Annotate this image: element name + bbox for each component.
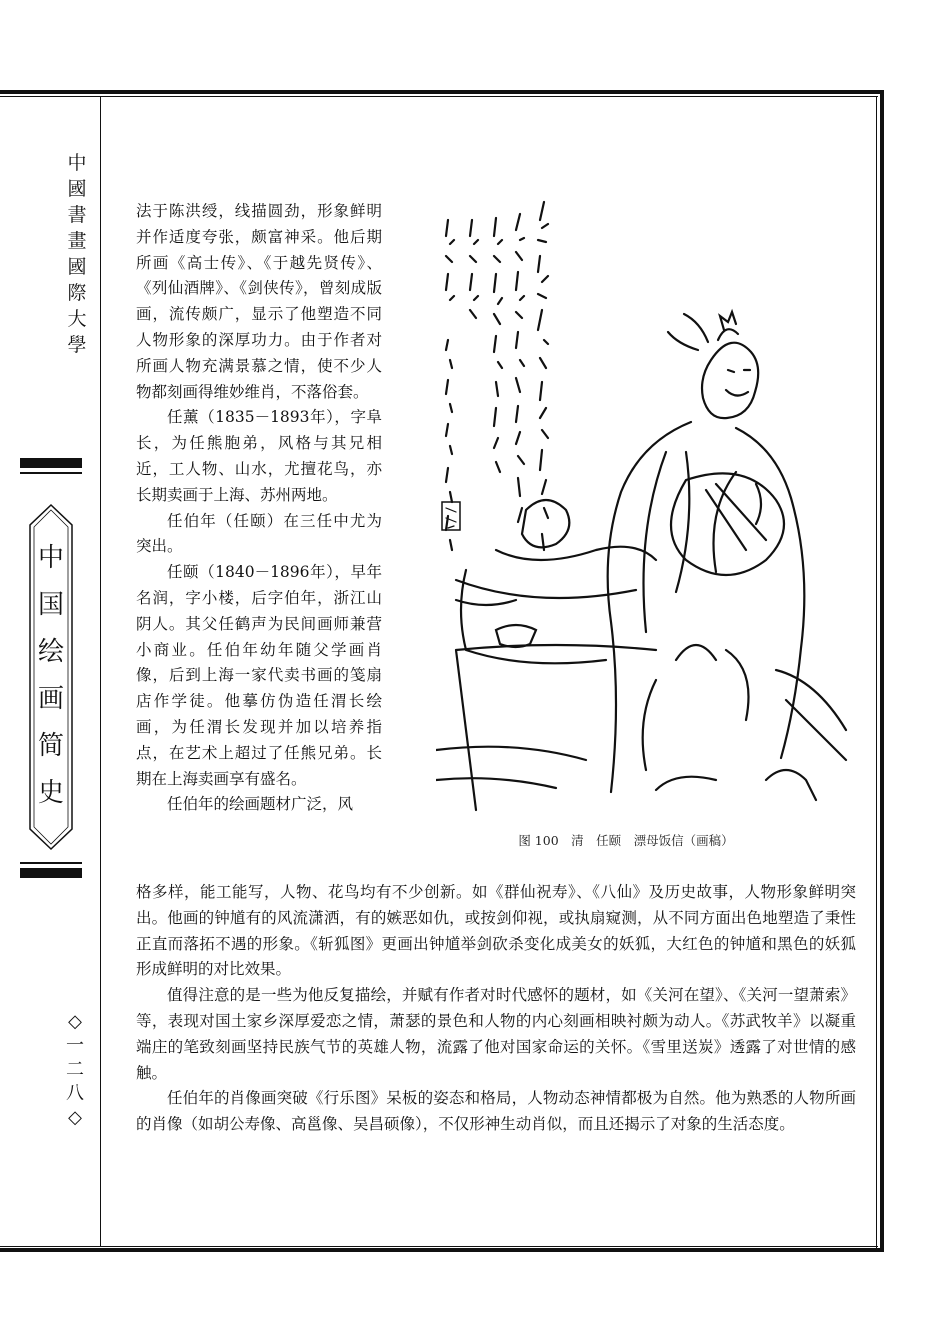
title-char: 绘 bbox=[37, 637, 64, 667]
title-char: 国 bbox=[37, 590, 64, 620]
paragraph: 值得注意的是一些为他反复描绘，并赋有作者对时代感怀的题材，如《关河在望》、《关河一望萧索》等，表现对国土家乡深厚爱恋之情，萧瑟的景色和人物的内心刻画相映衬颇为动人。《苏武牧羊》以凝重端庄的笔致刻画坚持民族气节的英雄人物，流露了他对国家命运的关怀。《雪里送炭》透露了对世情的感触。 bbox=[136, 986, 856, 1082]
book-title-box bbox=[28, 503, 74, 851]
title-char: 中 bbox=[37, 543, 64, 573]
page-frame-bottom bbox=[0, 1248, 884, 1252]
school-char: 國 bbox=[67, 178, 87, 200]
page-frame-top bbox=[0, 90, 884, 94]
title-char: 史 bbox=[37, 778, 64, 808]
paragraph: 任伯年（任颐）在三任中尤为突出。 bbox=[136, 511, 382, 556]
title-char: 简 bbox=[37, 731, 64, 761]
paragraph: 任薰（1835－1893年），字阜长，为任熊胞弟，风格与其兄相近，工人物、山水，尤擅花鸟，亦长期卖画于上海、苏州两地。 bbox=[136, 408, 382, 504]
spine-divider bbox=[100, 96, 101, 1246]
page-number bbox=[55, 1010, 95, 1130]
school-char: 畫 bbox=[67, 230, 87, 252]
page-number-char: 二 bbox=[66, 1059, 84, 1080]
full-width-text bbox=[136, 880, 856, 1138]
paragraph: 法于陈洪绶，线描圆劲，形象鲜明并作适度夸张，颇富神采。他后期所画《高士传》、《于越先贤传》、《列仙酒牌》、《剑侠传》，曾刻成版画，流传颇广，显示了他塑造不同人物形象的深厚功力。由于作者对所画人物充满景慕之情，使不少人物都刻画得维妙维肖，不落俗套。 bbox=[136, 202, 382, 401]
page-frame-top-inner bbox=[0, 96, 878, 97]
page-number-char: 一 bbox=[66, 1035, 84, 1056]
school-char: 中 bbox=[67, 152, 87, 174]
page-number-char: 八 bbox=[66, 1083, 84, 1104]
school-char: 書 bbox=[67, 204, 87, 226]
title-char: 画 bbox=[37, 684, 64, 714]
spine-bar-top-thin bbox=[20, 472, 82, 474]
diamond-icon: ◇ bbox=[68, 1011, 82, 1032]
paragraph: 格多样，能工能写，人物、花鸟均有不少创新。如《群仙祝寿》、《八仙》及历史故事，人物形象鲜明突出。他画的钟馗有的风流潇洒，有的嫉恶如仇，或按剑仰视，或执扇窥测，从不同方面出色地塑造了秉性正直而落拓不遇的形象。《斩狐图》更画出钟馗举剑砍杀变化成美女的妖狐，大红色的钟馗和黑色的妖狐形成鲜明的对比效果。 bbox=[136, 883, 856, 979]
school-name bbox=[62, 150, 92, 358]
page-frame-right-inner bbox=[876, 96, 877, 1248]
page-frame-bottom-inner bbox=[0, 1246, 878, 1247]
school-char: 大 bbox=[67, 308, 87, 330]
paragraph: 任伯年的肖像画突破《行乐图》呆板的姿态和格局，人物动态神情都极为自然。他为熟悉的人物所画的肖像（如胡公寿像、高邕像、吴昌硕像），不仅形神生动肖似，而且还揭示了对象的生活态度。 bbox=[136, 1089, 856, 1134]
left-text-column bbox=[136, 199, 382, 818]
spine-bar-top bbox=[20, 458, 82, 468]
book-title bbox=[28, 535, 74, 817]
diamond-icon: ◇ bbox=[68, 1107, 82, 1128]
paragraph: 任伯年的绘画题材广泛，风 bbox=[167, 795, 354, 814]
figure-caption: 图 100 清 任颐 漂母饭信（画稿） bbox=[518, 833, 734, 848]
paragraph: 任颐（1840－1896年），早年名润，字小楼，后字伯年，浙江山阴人。其父任鹤声为民间画师兼营小商业。任伯年幼年随父学画肖像，后到上海一家代卖书画的笺扇店作学徒。他摹仿伪造任渭长绘画，为任渭长发现并加以培养指点，在艺术上超过了任熊兄弟。长期在上海卖画享有盛名。 bbox=[136, 563, 382, 788]
spine-bar-bottom bbox=[20, 868, 82, 878]
page-frame-right bbox=[880, 90, 884, 1252]
spine-bar-bottom-thin bbox=[20, 862, 82, 864]
school-char: 國 bbox=[67, 256, 87, 278]
figure-illustration bbox=[436, 190, 856, 820]
school-char: 際 bbox=[67, 282, 87, 304]
school-char: 學 bbox=[67, 334, 87, 356]
ink-drawing bbox=[436, 190, 856, 820]
